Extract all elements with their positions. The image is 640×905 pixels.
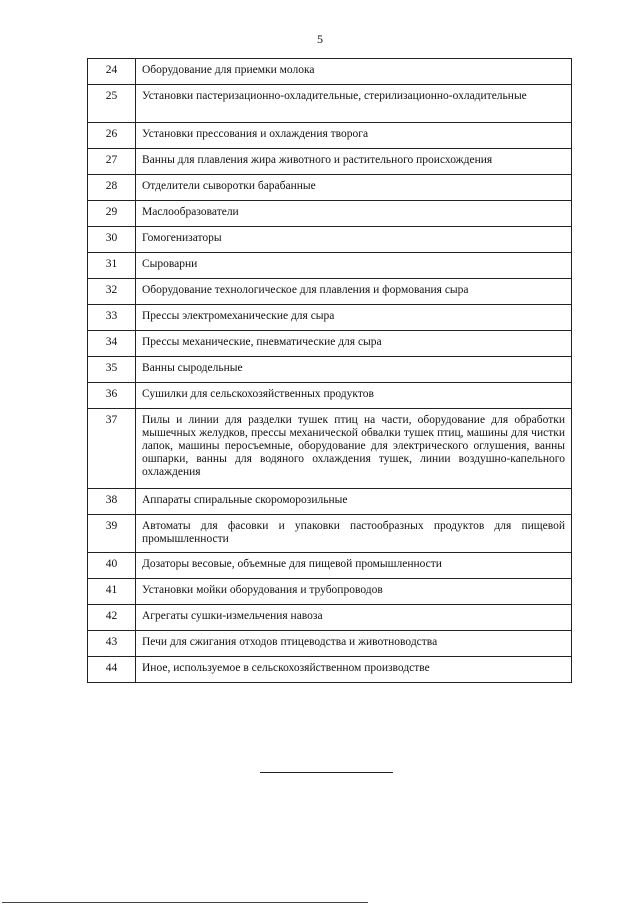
- row-description: Установки пастеризационно-охладительные, стерилизационно-охладительные: [136, 85, 572, 123]
- page-number: 5: [317, 32, 323, 46]
- table-row: [88, 123, 572, 149]
- table-row: [88, 515, 572, 553]
- row-number: 28: [88, 175, 136, 201]
- row-number: 37: [88, 409, 136, 489]
- row-number: 43: [88, 631, 136, 657]
- table-row: [88, 409, 572, 489]
- table-row: [88, 631, 572, 657]
- table-row: [88, 305, 572, 331]
- row-number: 42: [88, 605, 136, 631]
- table-row: [88, 579, 572, 605]
- equipment-table: [87, 58, 572, 683]
- equipment-table-container: [87, 58, 572, 683]
- footer-rule: [2, 902, 368, 903]
- table-row: [88, 357, 572, 383]
- table-row: [88, 657, 572, 683]
- row-description: Установки прессования и охлаждения творога: [136, 123, 572, 149]
- row-number: 33: [88, 305, 136, 331]
- table-row: [88, 383, 572, 409]
- table-row: [88, 227, 572, 253]
- row-description: Автоматы для фасовки и упаковки пастообразных продуктов для пищевой промышленности: [136, 515, 572, 553]
- row-number: 25: [88, 85, 136, 123]
- end-of-document-rule: [260, 772, 393, 773]
- row-number: 40: [88, 553, 136, 579]
- row-description: Печи для сжигания отходов птицеводства и животноводства: [136, 631, 572, 657]
- row-number: 36: [88, 383, 136, 409]
- row-description: Прессы механические, пневматические для сыра: [136, 331, 572, 357]
- table-row: [88, 85, 572, 123]
- row-number: 39: [88, 515, 136, 553]
- table-row: [88, 279, 572, 305]
- row-description: Гомогенизаторы: [136, 227, 572, 253]
- row-number: 29: [88, 201, 136, 227]
- row-description: Сыроварни: [136, 253, 572, 279]
- row-description: Ванны сыродельные: [136, 357, 572, 383]
- row-description: Пилы и линии для разделки тушек птиц на части, оборудование для обработки мышечных желудков, прессы механической обвалки тушек птиц, машины для чистки лапок, машины перосъемные, оборудование для электрического оглушения, ванны ошпарки, ванны для водяного охлаждения тушек, линии воздушно-капельного охлаждения: [136, 409, 572, 489]
- table-row: [88, 253, 572, 279]
- table-row: [88, 489, 572, 515]
- table-row: [88, 201, 572, 227]
- row-number: 41: [88, 579, 136, 605]
- row-description: Иное, используемое в сельскохозяйственном производстве: [136, 657, 572, 683]
- table-row: [88, 553, 572, 579]
- row-description: Оборудование технологическое для плавления и формования сыра: [136, 279, 572, 305]
- table-row: [88, 331, 572, 357]
- row-number: 24: [88, 59, 136, 85]
- row-number: 26: [88, 123, 136, 149]
- row-number: 31: [88, 253, 136, 279]
- row-number: 34: [88, 331, 136, 357]
- row-description: Агрегаты сушки-измельчения навоза: [136, 605, 572, 631]
- row-number: 44: [88, 657, 136, 683]
- row-description: Ванны для плавления жира животного и растительного происхождения: [136, 149, 572, 175]
- row-number: 32: [88, 279, 136, 305]
- table-row: [88, 59, 572, 85]
- row-description: Дозаторы весовые, объемные для пищевой промышленности: [136, 553, 572, 579]
- row-description: Отделители сыворотки барабанные: [136, 175, 572, 201]
- table-row: [88, 605, 572, 631]
- row-number: 30: [88, 227, 136, 253]
- row-description: Сушилки для сельскохозяйственных продуктов: [136, 383, 572, 409]
- table-row: [88, 149, 572, 175]
- row-number: 27: [88, 149, 136, 175]
- row-description: Маслообразователи: [136, 201, 572, 227]
- row-description: Установки мойки оборудования и трубопроводов: [136, 579, 572, 605]
- row-description: Прессы электромеханические для сыра: [136, 305, 572, 331]
- row-description: Оборудование для приемки молока: [136, 59, 572, 85]
- table-row: [88, 175, 572, 201]
- row-number: 38: [88, 489, 136, 515]
- row-number: 35: [88, 357, 136, 383]
- row-description: Аппараты спиральные скороморозильные: [136, 489, 572, 515]
